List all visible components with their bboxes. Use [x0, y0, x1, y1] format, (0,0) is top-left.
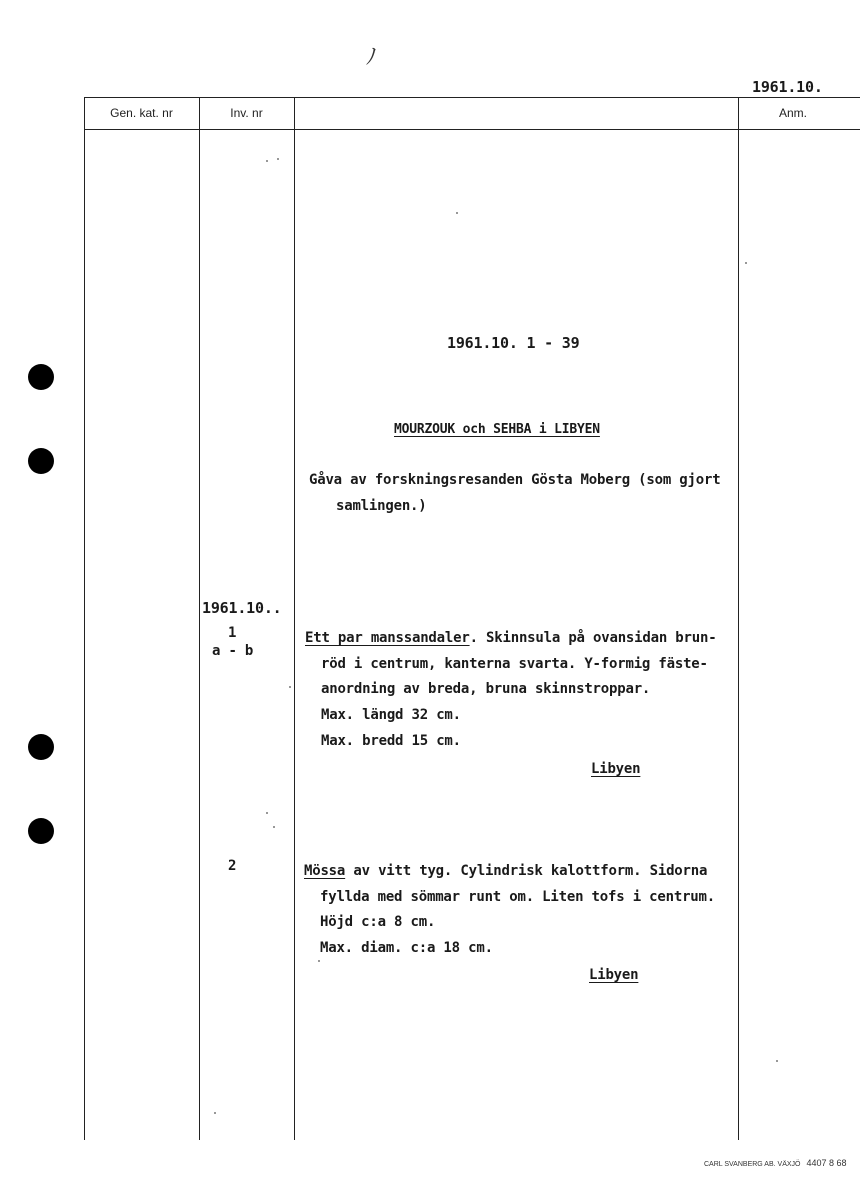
printer-name: CARL SVANBERG AB. VÄXJÖ: [704, 1161, 801, 1168]
punch-hole: [28, 448, 54, 474]
entry-1-measure-1: Max. längd 32 cm.: [321, 707, 461, 723]
header-bottom-rule: [84, 129, 860, 130]
entry-2-line-1-rest: av vitt tyg. Cylindrisk kalottform. Sidorna: [345, 863, 708, 879]
scan-speck: [318, 960, 320, 962]
scan-speck: [277, 158, 279, 160]
column-divider-main-anm: [738, 97, 739, 1140]
entry-1-origin: Libyen: [591, 761, 641, 777]
place-heading: MOURZOUK och SEHBA i LIBYEN: [394, 422, 600, 437]
printer-imprint: [704, 1158, 846, 1168]
entry-1-inv-sub: a - b: [212, 643, 254, 659]
column-header-anm: Anm.: [778, 106, 807, 120]
column-divider-inv-main: [294, 97, 295, 1140]
entry-1-title: Ett par manssandaler: [305, 630, 470, 646]
entry-1-line-2: röd i centrum, kanterna svarta. Y-formig fäste-: [321, 656, 708, 672]
header-top-rule: [84, 97, 860, 98]
entry-1-line-1-rest: . Skinnsula på ovansidan brun-: [469, 630, 717, 646]
column-header-inv-nr: Inv. nr: [230, 106, 263, 120]
register-number: 1961.10.: [752, 78, 823, 96]
entry-1-line-3: anordning av breda, bruna skinnstroppar.: [321, 681, 651, 697]
entry-2-line-1: [304, 863, 707, 879]
entry-1-line-1: [305, 630, 716, 646]
scan-speck: [289, 686, 291, 688]
entry-2-measure-2: Max. diam. c:a 18 cm.: [320, 940, 493, 956]
column-divider-left-edge: [84, 97, 85, 1140]
punch-hole: [28, 364, 54, 390]
entry-1-inv-number: 1: [228, 625, 237, 641]
column-divider-gen-inv: [199, 97, 200, 1140]
punch-hole: [28, 734, 54, 760]
scan-speck: [745, 262, 747, 264]
scan-speck: [273, 826, 275, 828]
entry-1-measure-2: Max. bredd 15 cm.: [321, 733, 461, 749]
scan-speck: [456, 212, 458, 214]
scan-speck: [776, 1060, 778, 1062]
entry-2-measure-1: Höjd c:a 8 cm.: [320, 914, 436, 930]
inventory-prefix: 1961.10..: [202, 599, 282, 617]
entry-2-inv-number: 2: [228, 858, 237, 874]
collection-range: 1961.10. 1 - 39: [447, 334, 580, 352]
scan-speck: [214, 1112, 216, 1114]
form-number: 4407 8 68: [806, 1158, 847, 1168]
scan-speck: [266, 160, 268, 162]
entry-2-origin: Libyen: [589, 967, 639, 983]
scan-speck: [266, 812, 268, 814]
donation-line-1: Gåva av forskningsresanden Gösta Moberg (som gjort: [309, 472, 721, 488]
donation-line-2: samlingen.): [336, 498, 427, 514]
pen-mark: ﾉ: [366, 45, 378, 70]
column-header-gen-kat-nr: Gen. kat. nr: [110, 106, 173, 120]
entry-2-line-2: fyllda med sömmar runt om. Liten tofs i centrum.: [320, 889, 715, 905]
entry-2-title: Mössa: [304, 863, 346, 879]
punch-hole: [28, 818, 54, 844]
